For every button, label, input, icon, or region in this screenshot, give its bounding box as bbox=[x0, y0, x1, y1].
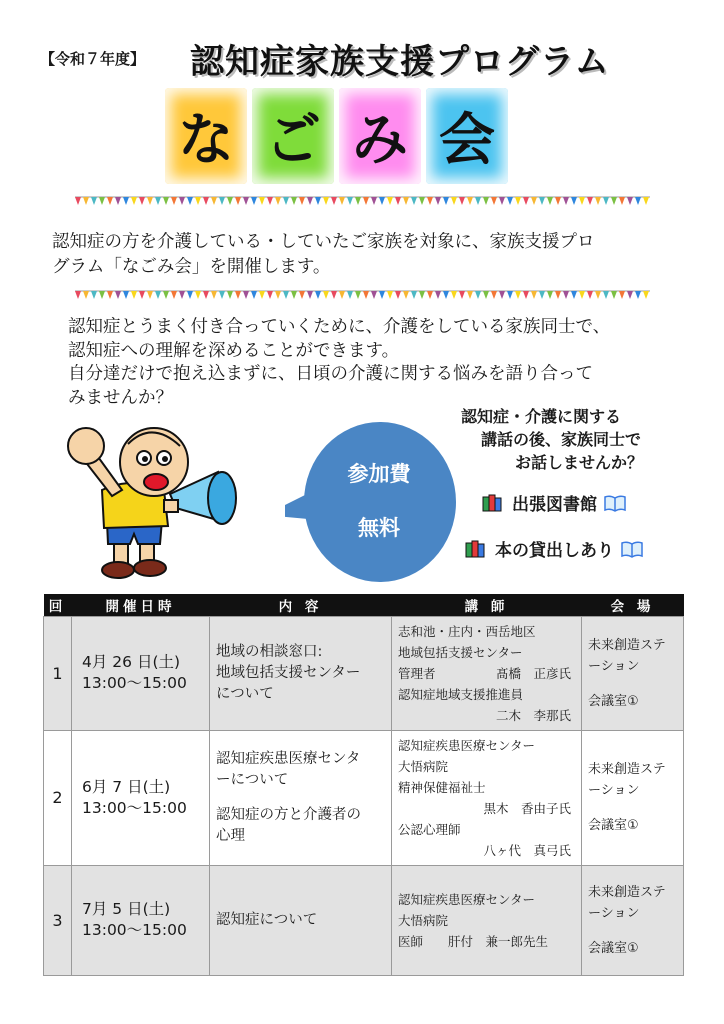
bunting-flag bbox=[331, 291, 337, 299]
title-block-go: ご bbox=[252, 88, 334, 184]
session-content: 認知症疾患医療センタ ーについて 認知症の方と介護者の 心理 bbox=[210, 730, 392, 865]
bunting-flag bbox=[195, 291, 201, 299]
bunting-flag bbox=[547, 291, 553, 299]
bunting-flag bbox=[355, 197, 361, 205]
bunting-flag bbox=[331, 197, 337, 205]
bunting-flag bbox=[475, 291, 481, 299]
bunting-flag bbox=[171, 291, 177, 299]
fiscal-year-label: 【令和７年度】 bbox=[40, 50, 146, 68]
header-date: 開催日時 bbox=[72, 594, 210, 616]
session-lecturer: 志和池・庄内・西岳地区 地域包括支援センター 管理者 髙橋 正彦氏 認知症地域支援推進員 二木 李那氏 bbox=[392, 616, 582, 730]
garland-divider bbox=[75, 290, 650, 302]
bunting-flag bbox=[147, 291, 153, 299]
bunting-flag bbox=[627, 197, 633, 205]
bunting-flag bbox=[163, 291, 169, 299]
bunting-flag bbox=[347, 291, 353, 299]
bunting-flag bbox=[587, 197, 593, 205]
bunting-flag bbox=[427, 197, 433, 205]
bunting-flag bbox=[267, 291, 273, 299]
open-book-icon bbox=[620, 540, 644, 558]
session-lecturer: 認知症疾患医療センター 大悟病院 医師 肝付 兼一郎先生 bbox=[392, 865, 582, 975]
bunting-flag bbox=[235, 291, 241, 299]
bunting-flag bbox=[411, 197, 417, 205]
bunting-flag bbox=[571, 197, 577, 205]
bunting-flag bbox=[427, 291, 433, 299]
bunting-flag bbox=[363, 291, 369, 299]
bunting-flag bbox=[635, 291, 641, 299]
bunting-flag bbox=[635, 197, 641, 205]
bunting-flag bbox=[499, 291, 505, 299]
bunting-flag bbox=[291, 291, 297, 299]
bunting-flag bbox=[491, 291, 497, 299]
bunting-flag bbox=[315, 291, 321, 299]
header-lecturer: 講 師 bbox=[392, 594, 582, 616]
bunting-flag bbox=[363, 197, 369, 205]
bunting-flag bbox=[139, 291, 145, 299]
bunting-flag bbox=[403, 291, 409, 299]
bunting-flag bbox=[211, 197, 217, 205]
bunting-flag bbox=[483, 291, 489, 299]
bunting-flag bbox=[355, 291, 361, 299]
bunting-flag bbox=[371, 291, 377, 299]
title-block-mi: み bbox=[339, 88, 421, 184]
bunting-flag bbox=[171, 197, 177, 205]
bunting-flag bbox=[107, 291, 113, 299]
session-lecturer: 認知症疾患医療センター 大悟病院 精神保健福祉士 黒木 香由子氏 公認心理師 八ヶ代 真弓氏 bbox=[392, 730, 582, 865]
session-datetime: 4月 26 日(土) 13:00～15:00 bbox=[72, 616, 210, 730]
bunting-flag bbox=[131, 197, 137, 205]
bunting-flag bbox=[115, 291, 121, 299]
bunting-flag bbox=[179, 291, 185, 299]
bunting-flag bbox=[555, 197, 561, 205]
bunting-flag bbox=[523, 291, 529, 299]
lecture-invite-text: 認知症・介護に関する 講話の後、家族同士で お話しませんか？ bbox=[461, 407, 644, 472]
bunting-flag bbox=[187, 197, 193, 205]
bunting-flag bbox=[395, 291, 401, 299]
books-icon bbox=[482, 494, 506, 512]
bunting-flag bbox=[563, 291, 569, 299]
bunting-flag bbox=[395, 197, 401, 205]
header bbox=[0, 30, 724, 80]
bunting-flag bbox=[187, 291, 193, 299]
bunting-flag bbox=[451, 197, 457, 205]
bunting-flag bbox=[83, 291, 89, 299]
bunting-flag bbox=[547, 197, 553, 205]
bunting-flag bbox=[491, 197, 497, 205]
bunting-flag bbox=[523, 197, 529, 205]
bunting-flag bbox=[243, 197, 249, 205]
fee-value: 無料 bbox=[358, 516, 400, 540]
bunting-flag bbox=[179, 197, 185, 205]
bunting-flag bbox=[307, 197, 313, 205]
bunting-flag bbox=[91, 291, 97, 299]
bunting-flag bbox=[299, 291, 305, 299]
bunting-flag bbox=[155, 197, 161, 205]
books-icon bbox=[465, 540, 489, 558]
bunting-flag bbox=[539, 197, 545, 205]
schedule-table bbox=[43, 594, 684, 976]
session-venue: 未来創造ステ ーション 会議室① bbox=[582, 730, 684, 865]
bunting-flag bbox=[435, 197, 441, 205]
bunting-flag bbox=[619, 291, 625, 299]
session-content: 認知症について bbox=[210, 865, 392, 975]
bunting-flag bbox=[155, 291, 161, 299]
bunting-flag bbox=[475, 197, 481, 205]
bunting-flag bbox=[323, 197, 329, 205]
bunting-flag bbox=[91, 197, 97, 205]
bunting-flag bbox=[467, 197, 473, 205]
bunting-flag bbox=[203, 197, 209, 205]
bunting-flag bbox=[387, 197, 393, 205]
bunting-flag bbox=[251, 291, 257, 299]
bunting-flag bbox=[267, 197, 273, 205]
bunting-flag bbox=[419, 197, 425, 205]
bunting-flag bbox=[139, 197, 145, 205]
bunting-flag bbox=[627, 291, 633, 299]
bunting-flag bbox=[587, 291, 593, 299]
bunting-flag bbox=[123, 197, 129, 205]
bunting-flag bbox=[467, 291, 473, 299]
bunting-flag bbox=[251, 197, 257, 205]
bunting-flag bbox=[579, 291, 585, 299]
session-datetime: 6月 7 日(土) 13:00～15:00 bbox=[72, 730, 210, 865]
bunting-flag bbox=[115, 197, 121, 205]
bunting-flag bbox=[147, 197, 153, 205]
bunting-flag bbox=[603, 197, 609, 205]
bunting-flag bbox=[75, 197, 81, 205]
bunting-flag bbox=[443, 197, 449, 205]
bunting-flag bbox=[571, 291, 577, 299]
mobile-library-label: 出張図書館 bbox=[482, 490, 627, 515]
table-row bbox=[44, 865, 684, 975]
table-row bbox=[44, 730, 684, 865]
bunting-flag bbox=[275, 291, 281, 299]
session-number: 1 bbox=[44, 616, 72, 730]
bunting-flag bbox=[611, 291, 617, 299]
bunting-flag bbox=[99, 197, 105, 205]
bunting-flag bbox=[379, 197, 385, 205]
bunting-flag bbox=[451, 291, 457, 299]
speech-bubble bbox=[285, 420, 457, 585]
header-content: 内 容 bbox=[210, 594, 392, 616]
bunting-flag bbox=[603, 291, 609, 299]
bunting-flag bbox=[339, 197, 345, 205]
book-lending-label: 本の貸出しあり bbox=[465, 536, 644, 561]
header-venue: 会 場 bbox=[582, 594, 684, 616]
session-venue: 未来創造ステ ーション 会議室① bbox=[582, 616, 684, 730]
title-block-na: な bbox=[165, 88, 247, 184]
session-content: 地域の相談窓口: 地域包括支援センター について bbox=[210, 616, 392, 730]
intro-text: 認知症の方を介護している・していたご家族を対象に、家族支援プロ グラム「なごみ会」を開催します。 bbox=[52, 232, 595, 277]
bunting-flag bbox=[307, 291, 313, 299]
header-session: 回 bbox=[44, 594, 72, 616]
bunting-flag bbox=[315, 197, 321, 205]
bunting-flag bbox=[219, 291, 225, 299]
bunting-flag bbox=[163, 197, 169, 205]
bunting-flag bbox=[515, 291, 521, 299]
bunting-flag bbox=[219, 197, 225, 205]
description-text: 認知症とうまく付き合っていくために、介護をしている家族同士で、 認知症への理解を深めることができます。 自分達だけで抱え込まずに、日頃の介護に関する悩みを語り合って みませんか？ bbox=[68, 317, 611, 408]
bunting-flag bbox=[371, 197, 377, 205]
bunting-flag bbox=[283, 291, 289, 299]
title-block-kai: 会 bbox=[426, 88, 508, 184]
bunting-flag bbox=[243, 291, 249, 299]
session-number: 2 bbox=[44, 730, 72, 865]
bunting-flag bbox=[291, 197, 297, 205]
bunting-flag bbox=[227, 291, 233, 299]
session-venue: 未来創造ステ ーション 会議室① bbox=[582, 865, 684, 975]
bunting-flag bbox=[75, 291, 81, 299]
bunting-flag bbox=[259, 291, 265, 299]
bunting-flag bbox=[83, 197, 89, 205]
bunting-flag bbox=[611, 197, 617, 205]
bunting-flag bbox=[499, 197, 505, 205]
bunting-flag bbox=[323, 291, 329, 299]
bunting-flag bbox=[531, 291, 537, 299]
table-header-row bbox=[44, 594, 684, 616]
bunting-flag bbox=[99, 291, 105, 299]
bunting-flag bbox=[539, 291, 545, 299]
bunting-flag bbox=[227, 197, 233, 205]
bunting-flag bbox=[435, 291, 441, 299]
bunting-flag bbox=[131, 291, 137, 299]
session-number: 3 bbox=[44, 865, 72, 975]
bunting-flag bbox=[459, 291, 465, 299]
bunting-flag bbox=[507, 197, 513, 205]
bunting-flag bbox=[507, 291, 513, 299]
bunting-flag bbox=[107, 197, 113, 205]
bunting-flag bbox=[387, 291, 393, 299]
event-title bbox=[165, 88, 513, 184]
bunting-flag bbox=[531, 197, 537, 205]
bunting-flag bbox=[555, 291, 561, 299]
mascot-megaphone-illustration bbox=[52, 410, 257, 590]
bunting-flag bbox=[235, 197, 241, 205]
bunting-flag bbox=[411, 291, 417, 299]
program-title: 認知症家族支援プログラム bbox=[190, 42, 610, 82]
bunting-flag bbox=[643, 291, 649, 299]
bunting-flag bbox=[595, 197, 601, 205]
table-row bbox=[44, 616, 684, 730]
bunting-flag bbox=[419, 291, 425, 299]
bunting-flag bbox=[403, 197, 409, 205]
bunting-flag bbox=[563, 197, 569, 205]
bunting-flag bbox=[211, 291, 217, 299]
bunting-flag bbox=[299, 197, 305, 205]
bunting-flag bbox=[515, 197, 521, 205]
bunting-flag bbox=[347, 197, 353, 205]
bunting-flag bbox=[379, 291, 385, 299]
bunting-flag bbox=[259, 197, 265, 205]
bunting-flag bbox=[619, 197, 625, 205]
open-book-icon bbox=[603, 494, 627, 512]
bunting-flag bbox=[483, 197, 489, 205]
bunting-flag bbox=[283, 197, 289, 205]
bunting-flag bbox=[203, 291, 209, 299]
session-datetime: 7月 5 日(土) 13:00～15:00 bbox=[72, 865, 210, 975]
bunting-flag bbox=[459, 197, 465, 205]
bunting-flag bbox=[123, 291, 129, 299]
bunting-flag bbox=[643, 197, 649, 205]
bunting-flag bbox=[443, 291, 449, 299]
bunting-flag bbox=[195, 197, 201, 205]
fee-label: 参加費 bbox=[347, 462, 411, 486]
bunting-flag bbox=[579, 197, 585, 205]
bunting-flag bbox=[339, 291, 345, 299]
bunting-flag bbox=[275, 197, 281, 205]
garland-divider bbox=[75, 196, 650, 208]
bunting-flag bbox=[595, 291, 601, 299]
